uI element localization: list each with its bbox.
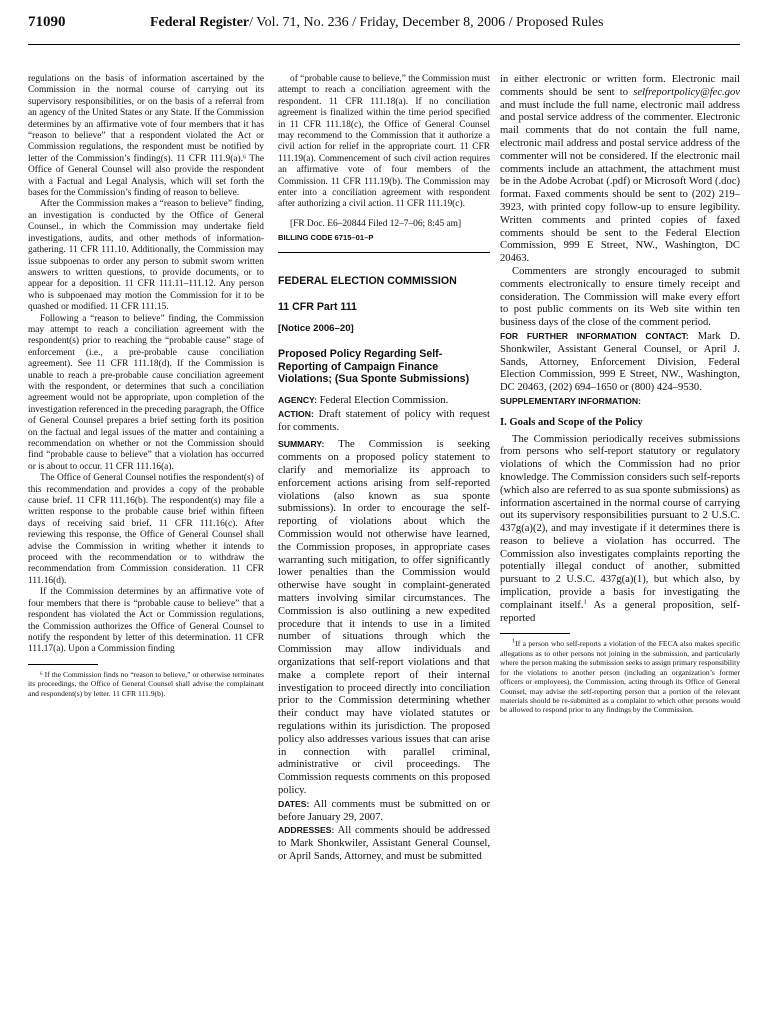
action-field <box>278 408 490 435</box>
agency-heading: FEDERAL ELECTION COMMISSION <box>278 275 457 288</box>
addresses-text: All comments should be addressed to Mark Shonkwiler, Assistant General Counsel, or April Sands, Attorney, and must be submitted <box>278 825 490 862</box>
dates-text: All comments must be submitted on or before January 29, 2007. <box>278 798 490 823</box>
paragraph: Commenters are strongly encouraged to submit comments electronically to ensure timely receipt and consideration. The Commission will make every effort to post public comments on its Web site within ten business days of the close of the comment period. <box>500 265 740 329</box>
agency-text: Federal Election Commission. <box>319 395 449 407</box>
notice-number: [Notice 2006–20] <box>278 323 354 335</box>
document-title: Proposed Policy Regarding Self-Reporting of Campaign Finance Violations; (Sua Sponte Submissions) <box>278 348 470 386</box>
addresses-field <box>278 824 490 863</box>
paragraph: If the Commission determines by an affirmative vote of four members that there is “probable cause to believe” that a respondent has violated the Act or Commission regulations, the Commission authorizes the Office of General Counsel to notify the respondent by letter of this determination. 11 CFR 111.17(a). Upon a Commission finding <box>28 587 264 655</box>
cfr-part: 11 CFR Part 111 <box>278 301 357 314</box>
summary-text: The Commission is seeking comments on a proposed policy statement to clarify and memorialize its approach to enforcement actions arising from self-reported violations (also known as sua sponte submissions). In order to encourage the self-reporting of violations about which the Commission would not otherwise have learned, the Commission proposes, in appropriate cases warranting such mitigation, to offer significantly lower penalties than the Commission would otherwise have sought in complaint-generated matters involving similar circumstances. The Commission is also outlining a new expedited procedure that it intends to use in a limited number of situations through which the Commission may allow individuals and organizations that self-report violations and that make a complete report of their internal investigation to proceed directly into conciliation prior to the Commission determining whether their conduct may have violated statutes or regulations within its jurisdiction. The proposed policy also addresses various issues that can arise in connection with parallel criminal, administrative or civil proceedings. The Commission requests comments on this proposed policy. <box>278 439 490 796</box>
footnote: ⁶ If the Commission finds no “reason to believe,” or otherwise terminates its proceedings, the Office of General Counsel shall advise the complainant and respondent(s) by letter. 11 CFR 111.9(b). <box>28 669 264 698</box>
footnote-divider <box>500 633 570 634</box>
paragraph: of “probable cause to believe,” the Commission must attempt to reach a conciliation agreement with the respondent. 11 CFR 111.18(a). If no conciliation agreement is finalized within the time period specified in 11 CFR 111.18(c), the Office of General Counsel may recommend to the Commission that it authorize a civil action for relief in the appropriate court. 11 CFR 111.19(a). Commencement of such civil action requires an affirmative vote of four members of the Commission. 11 CFR 111.19(b). The Commission may enter into a conciliation agreement with respondent after authorizing a civil action. 11 CFR 111.19(c). <box>278 74 490 210</box>
addresses-label: ADDRESSES: <box>278 825 335 836</box>
text-run: The Commission periodically receives submissions from persons who self-report statutory or regulatory violations of which the Commission had no prior knowledge. The Commission considers such self-reports (which also are referred to as sua sponte submissions) as information ascertained in the normal course of carrying out its supervisory responsibilities pursuant to 2 U.S.C. 437g(a)(2), and may investigate if it determines there is reason to believe a violation has occurred. The Commission also investigates complaints reporting the potentially illegal conduct of another, submitted pursuant to 2 U.S.C. 437g(a)(1), but which also, by implication, provide a basis for investigating the complainant itself. <box>500 433 740 611</box>
column-2 <box>278 74 490 864</box>
page-header <box>28 14 740 45</box>
issue-info: / Vol. 71, No. 236 / Friday, December 8, 2006 / Proposed Rules <box>249 15 604 30</box>
paragraph <box>500 434 740 626</box>
contact-text: Mark D. Shonkwiler, Assistant General Counsel, or April J. Sands, Attorney, Enforcement Division, Federal Election Commission, 999 E Street, NW., Washington, DC 20463, (202) 694–1650 or (800) 424–9530. <box>500 330 740 394</box>
paragraph: regulations on the basis of information ascertained by the Commission in the normal course of carrying out its supervisory responsibilities, or on the basis of a referral from an agency of the United States or any State. If the Commission determines by an affirmative vote of four members that it has “reason to believe” that a respondent violated the Act or Commission regulations, the respondent must be notified by letter of the Commission’s finding(s). 11 CFR 111.9(a).⁶ The Office of General Counsel will also provide the respondent with a Factual and Legal Analysis, which will set forth the bases for the Commission’s finding of reason to believe. <box>28 74 264 199</box>
footnote-number: 1 <box>512 637 516 645</box>
text-run: in either electronic or written form. Electronic mail comments should be sent to <box>500 74 740 98</box>
page-number: 71090 <box>28 14 66 30</box>
text-run: and must include the full name, electronic mail address and postal service address of the commenter. Electronic mail comments that do not contain the full name, electronic mail address and postal service address of the commenter will not be considered. If the electronic mail comments include an attachment, the attachment must be in the Adobe Acrobat (.pdf) or Microsoft Word (.doc) format. Faxed comments should be sent to (202) 219–3923, with printed copy follow-up to ensure legibility. Written comments and printed copies of faxed comments should be sent to the Federal Election Commission, 999 E Street, NW., Washington, DC 20463. <box>500 99 740 265</box>
text-run: As a general proposition, self-reported <box>500 599 741 624</box>
supplementary-label: SUPPLEMENTARY INFORMATION: <box>500 395 641 406</box>
paragraph: After the Commission makes a “reason to believe” finding, an investigation is conducted by the Office of General Counsel., in which the Commission may undertake field investigations, audits, and other methods of information-gathering. 11 CFR 111.10. Additionally, the Commission may issue subpoenas to order any person to submit sworn written answers to written questions, to provide documents, or to appear for a deposition. 11 CFR 111.11–111.12. Any person who is subpoenaed may motion the Commission for it to be quashed or modified. 11 CFR 111.15. <box>28 199 264 313</box>
dates-field <box>278 798 490 825</box>
fr-doc-line: [FR Doc. E6–20844 Filed 12–7–06; 8:45 am] <box>290 218 462 229</box>
column-3 <box>500 74 740 715</box>
email-link[interactable]: selfreportpolicy@fec.gov <box>633 86 740 98</box>
footnote-divider <box>28 664 98 665</box>
section-heading: I. Goals and Scope of the Policy <box>500 416 643 428</box>
supplementary-field <box>500 395 740 409</box>
action-text: Draft statement of policy with request for comments. <box>278 408 490 433</box>
footnote-text: If a person who self-reports a violation of the FECA also makes specific allegations as to other persons not joining in the submission, and particularly where the person making the submission seeks to assign primary responsibility for the violations to another person (including an organization’s former officers or employees), the Commission, acting through its Office of General Counsel, may advise the self-reporting person that a portion of the relevant materials should be re-submitted as a complaint to which other persons would be allowed to respond prior to any findings by the Commission. <box>500 639 741 715</box>
footnote <box>500 639 740 714</box>
summary-field <box>278 438 490 797</box>
running-head <box>150 15 604 31</box>
summary-label: SUMMARY: <box>278 439 325 450</box>
footnote-ref: 1 <box>583 598 587 606</box>
section-divider <box>278 252 490 253</box>
agency-field <box>278 394 490 408</box>
contact-label: FOR FURTHER INFORMATION CONTACT: <box>500 330 689 341</box>
paragraph: Following a “reason to believe” finding, the Commission may attempt to reach a conciliation agreement with the respondent(s) prior to reaching the “probable cause” stage of enforcement (i.e., a pre-probable cause conciliation agreement). See 11 CFR 111.18(d). If the Commission is unable to reach a pre-probable cause conciliation agreement with the respondent, or determines that such a conciliation agreement would not be appropriate, upon completion of the investigation referenced in the preceding paragraph, the Office of General Counsel prepares a brief setting forth its position on the factual and legal issues of the matter and containing a recommendation on whether or not the Commission should find “probable cause to believe” that a violation has occurred or is about to occur. 11 CFR 111.16(a). <box>28 313 264 472</box>
dates-label: DATES: <box>278 798 310 809</box>
billing-code: BILLING CODE 6715–01–P <box>278 233 374 243</box>
paragraph: The Office of General Counsel notifies the respondent(s) of this recommendation and provides a copy of the probable cause brief. 11 CFR 111.16(b). The respondent(s) may file a written response to the probable cause brief within fifteen days of receiving said brief. 11 CFR 111.16(c). After reviewing this response, the Office of General Counsel shall advise the Commission in writing whether it intends to proceed with the recommendation or to withdraw the recommendation from Commission consideration. 11 CFR 111.16(d). <box>28 473 264 586</box>
agency-label: AGENCY: <box>278 395 317 406</box>
contact-field <box>500 330 740 395</box>
journal-name: Federal Register <box>150 15 250 30</box>
action-label: ACTION: <box>278 408 314 419</box>
paragraph <box>500 74 740 266</box>
column-1 <box>28 74 264 698</box>
